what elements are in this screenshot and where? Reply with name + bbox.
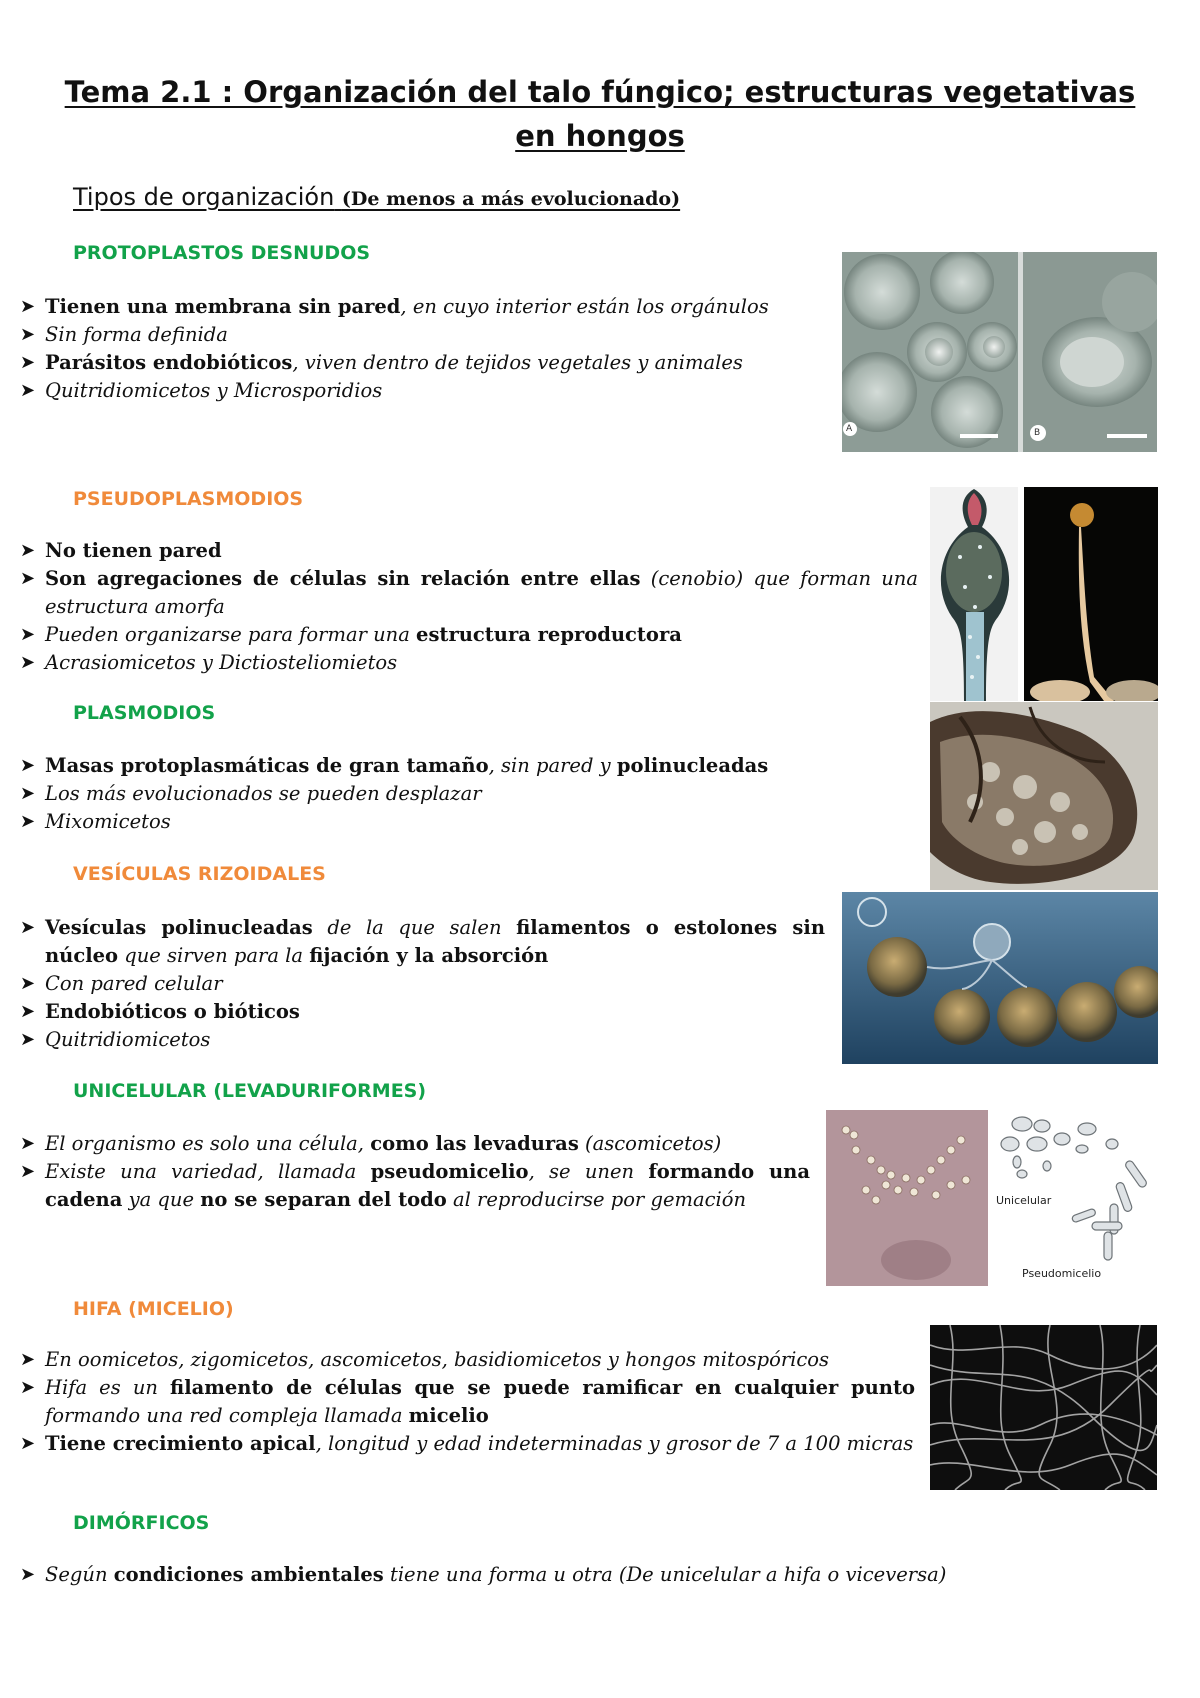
bullet-text: Vesículas polinucleadas — [45, 916, 313, 939]
bullet-text: formando una cadena — [45, 1160, 810, 1211]
bullet-item — [0, 565, 918, 621]
bullet-text: formando una red compleja llamada — [45, 1404, 409, 1427]
bullet-text: ya que — [122, 1188, 201, 1211]
subtitle-note: (De menos a más evolucionado) — [341, 188, 681, 210]
bullet-item — [0, 1346, 915, 1374]
bullet-item — [0, 808, 918, 836]
bullets-unicelular — [0, 1130, 810, 1214]
bullet-text: que sirven para la — [118, 944, 310, 967]
subtitle — [73, 183, 680, 211]
arrow-bullet-icon: ➤ — [20, 1377, 36, 1398]
pseudoplasmodium-photo-b — [1024, 487, 1158, 701]
bullet-text: (cenobio) que forman una estructura amorfa — [45, 567, 918, 618]
bullet-text: Pueden organizarse para formar una — [45, 623, 417, 646]
arrow-bullet-icon: ➤ — [20, 352, 36, 373]
bullet-text: , longitud y edad indeterminadas y grosor de 7 a 100 micras — [315, 1432, 914, 1455]
bullet-text: Endobióticos o bióticos — [45, 1000, 300, 1023]
arrow-bullet-icon: ➤ — [20, 783, 36, 804]
bullet-text: Acrasiomicetos y Dictiosteliomietos — [45, 651, 398, 674]
bullet-text: No tienen pared — [45, 539, 222, 562]
bullet-text: condiciones ambientales — [113, 1563, 384, 1586]
bullet-item — [0, 349, 825, 377]
bullet-text: Son agregaciones de células sin relación entre ellas — [45, 567, 641, 590]
arrow-bullet-icon: ➤ — [20, 1433, 36, 1454]
mycelium-photo — [930, 1325, 1157, 1490]
bullet-item — [0, 649, 918, 677]
bullet-text: , viven dentro de tejidos vegetales y animales — [292, 351, 743, 374]
bullet-text: no se separan del todo — [200, 1188, 447, 1211]
arrow-bullet-icon: ➤ — [20, 624, 36, 645]
bullet-text: estructura reproductora — [416, 623, 682, 646]
bullet-text: Con pared celular — [45, 972, 223, 995]
protoplasts-micrograph — [842, 252, 1157, 452]
bullet-text: En oomicetos, zigomicetos, ascomicetos, basidiomicetos y hongos mitospóricos — [45, 1348, 830, 1371]
bullet-text: , sin pared y — [488, 754, 617, 777]
bullet-item — [0, 1430, 915, 1458]
bullet-item — [0, 914, 825, 970]
bullet-text: Según — [45, 1563, 114, 1586]
bullet-item — [0, 998, 825, 1026]
arrow-bullet-icon: ➤ — [20, 296, 36, 317]
arrow-bullet-icon: ➤ — [20, 324, 36, 345]
bullet-text: Sin forma definida — [45, 323, 228, 346]
yeast-diagram — [992, 1104, 1157, 1284]
bullet-text: Tiene crecimiento apical — [45, 1432, 316, 1455]
bullet-text: Tienen una membrana sin pared — [45, 295, 401, 318]
arrow-bullet-icon: ➤ — [20, 380, 36, 401]
arrow-bullet-icon: ➤ — [20, 973, 36, 994]
bullet-item — [0, 1158, 810, 1214]
arrow-bullet-icon: ➤ — [20, 1349, 36, 1370]
pseudoplasmodium-photo-a — [930, 487, 1018, 701]
bullet-item — [0, 970, 825, 998]
arrow-bullet-icon: ➤ — [20, 652, 36, 673]
bullet-item — [0, 377, 825, 405]
bullets-dimorficos — [0, 1561, 1100, 1589]
heading-vesiculas: VESÍCULAS RIZOIDALES — [73, 863, 326, 885]
bullets-hifa — [0, 1346, 915, 1458]
bullet-text: Existe una variedad, llamada — [45, 1160, 371, 1183]
bullet-text: como las levaduras — [370, 1132, 579, 1155]
bullet-text: fijación y la absorción — [309, 944, 549, 967]
plasmodium-photo — [930, 702, 1158, 890]
label-unicelular: Unicelular — [996, 1194, 1052, 1207]
bullets-plasmodios — [0, 752, 918, 836]
bullet-text: Los más evolucionados se pueden desplazar — [45, 782, 482, 805]
figure-label-a: A — [846, 424, 853, 434]
arrow-bullet-icon: ➤ — [20, 917, 36, 938]
yeast-micrograph — [826, 1110, 988, 1286]
bullet-item — [0, 293, 825, 321]
bullet-text: Quitridiomicetos y Microsporidios — [45, 379, 383, 402]
arrow-bullet-icon: ➤ — [20, 568, 36, 589]
arrow-bullet-icon: ➤ — [20, 1001, 36, 1022]
arrow-bullet-icon: ➤ — [20, 811, 36, 832]
rhizoidal-vesicles-photo — [842, 892, 1158, 1064]
bullet-text: al reproducirse por gemación — [446, 1188, 747, 1211]
arrow-bullet-icon: ➤ — [20, 540, 36, 561]
arrow-bullet-icon: ➤ — [20, 755, 36, 776]
bullet-text: , se unen — [528, 1160, 649, 1183]
heading-plasmodios: PLASMODIOS — [73, 702, 216, 724]
bullet-item — [0, 1130, 810, 1158]
bullets-pseudoplasmodios — [0, 537, 918, 677]
bullet-item — [0, 537, 918, 565]
figure-label-b: B — [1034, 428, 1041, 438]
heading-unicelular: UNICELULAR (LEVADURIFORMES) — [73, 1080, 427, 1102]
heading-hifa: HIFA (MICELIO) — [73, 1298, 234, 1320]
bullet-text: Parásitos endobióticos — [45, 351, 293, 374]
bullet-text: micelio — [408, 1404, 489, 1427]
bullet-item — [0, 321, 825, 349]
bullet-text: (ascomicetos) — [578, 1132, 722, 1155]
bullets-protoplastos — [0, 293, 825, 405]
bullet-text: Quitridiomicetos — [45, 1028, 211, 1051]
bullets-vesiculas — [0, 914, 825, 1054]
bullet-text: polinucleadas — [616, 754, 769, 777]
bullet-item — [0, 752, 918, 780]
heading-protoplastos: PROTOPLASTOS DESNUDOS — [73, 242, 371, 264]
subtitle-main: Tipos de organización — [73, 183, 335, 211]
bullet-text: filamentos o estolones sin núcleo — [45, 916, 825, 967]
bullet-text: El organismo es solo una célula, — [45, 1132, 371, 1155]
arrow-bullet-icon: ➤ — [20, 1161, 36, 1182]
bullet-item — [0, 1561, 1100, 1589]
label-pseudomicelio: Pseudomicelio — [1022, 1267, 1102, 1280]
arrow-bullet-icon: ➤ — [20, 1029, 36, 1050]
heading-pseudoplasmodios: PSEUDOPLASMODIOS — [73, 488, 304, 510]
bullet-text: , en cuyo interior están los orgánulos — [400, 295, 769, 318]
bullet-text: Mixomicetos — [45, 810, 171, 833]
heading-dimorficos: DIMÓRFICOS — [73, 1512, 210, 1534]
bullet-item — [0, 1026, 825, 1054]
bullet-item — [0, 1374, 915, 1430]
bullet-text: Masas protoplasmáticas de gran tamaño — [45, 754, 489, 777]
bullet-text: tiene una forma u otra (De unicelular a hifa o viceversa) — [383, 1563, 947, 1586]
bullet-item — [0, 621, 918, 649]
bullet-text: de la que salen — [312, 916, 517, 939]
bullet-text: filamento de células que se puede ramificar en cualquier punto — [170, 1376, 915, 1399]
bullet-text: Hifa es un — [45, 1376, 171, 1399]
arrow-bullet-icon: ➤ — [20, 1133, 36, 1154]
bullet-text: pseudomicelio — [370, 1160, 529, 1183]
bullet-item — [0, 780, 918, 808]
arrow-bullet-icon: ➤ — [20, 1564, 36, 1585]
document-title: Tema 2.1 : Organización del talo fúngico; estructuras vegetativas en hongos — [64, 75, 1136, 153]
